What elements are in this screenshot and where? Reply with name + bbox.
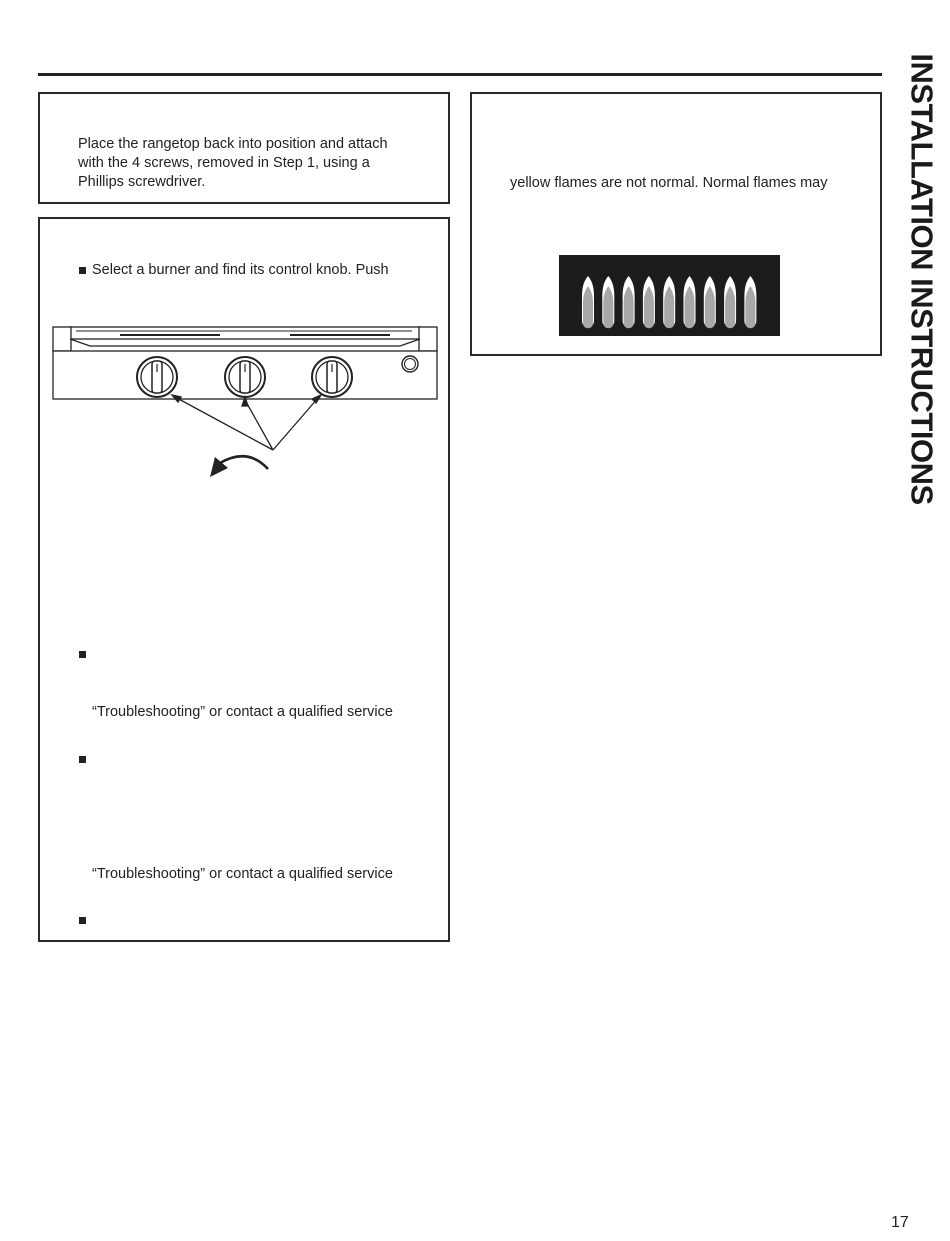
control-knob-icon	[137, 357, 177, 397]
select-burner-text: Select a burner and find its control knob. Push	[92, 262, 389, 278]
bullet-select	[79, 267, 86, 274]
burner-flame-icon	[582, 276, 594, 328]
rangetop-line-1: Place the rangetop back into position and attach	[78, 136, 388, 152]
burner-flame-icon	[663, 276, 675, 328]
bullet-3	[79, 756, 86, 763]
burner-flame-icon	[724, 276, 736, 328]
counterclockwise-arrow-icon	[210, 456, 268, 477]
troubleshooting-text-1: “Troubleshooting” or contact a qualified service	[92, 704, 393, 720]
side-heading	[902, 36, 942, 522]
control-knob-icon	[312, 357, 352, 397]
side-heading-text: INSTALLATION INSTRUCTIONS	[905, 53, 941, 505]
rangetop-line-2: with the 4 screws, removed in Step 1, using a	[78, 155, 370, 171]
rangetop-line-3: Phillips screwdriver.	[78, 174, 206, 190]
bullet-4	[79, 917, 86, 924]
rangetop-rail	[70, 327, 420, 339]
pointer-arrows	[172, 395, 321, 450]
burner-flame-icon	[684, 276, 696, 328]
burner-flame-icon	[744, 276, 756, 328]
troubleshooting-text-2: “Troubleshooting” or contact a qualified service	[92, 866, 393, 882]
burner-flame-icon	[623, 276, 635, 328]
burner-flame-icon	[704, 276, 716, 328]
top-rule	[38, 73, 882, 76]
control-panel-illustration	[50, 322, 440, 482]
page-number: 17	[891, 1214, 909, 1231]
burner-flame-illustration	[559, 255, 780, 336]
control-knob-icon	[225, 357, 265, 397]
burner-flame-icon	[643, 276, 655, 328]
burner-flame-icon	[602, 276, 614, 328]
bullet-2	[79, 651, 86, 658]
flame-description-text: yellow flames are not normal. Normal flames may	[510, 175, 828, 191]
